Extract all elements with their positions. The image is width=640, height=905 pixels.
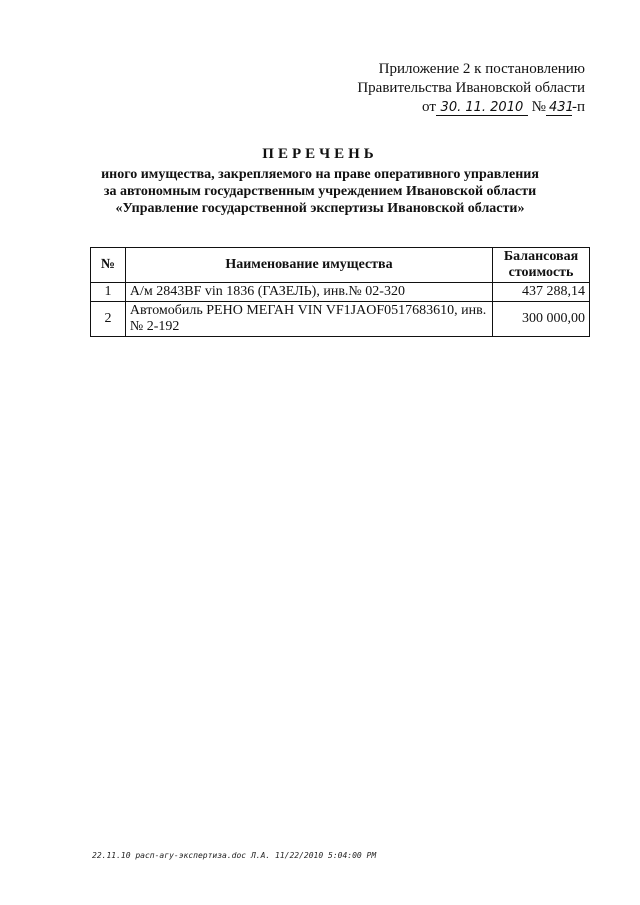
assets-table	[90, 247, 590, 337]
from-label: от	[422, 99, 436, 115]
title-line-2: за автономным государственным учреждением Ивановской области	[103, 184, 537, 199]
number-label: №	[531, 99, 546, 115]
handwritten-date: 30. 11. 2010	[436, 101, 528, 116]
file-footer: 22.11.10 расп-агу-экспертиза.doc Л.А. 11/22/2010 5:04:00 PM	[92, 851, 377, 860]
row-number: 1	[91, 283, 126, 302]
row-value: 437 288,14	[493, 283, 590, 302]
row-name: А/м 2843BF vin 1836 (ГАЗЕЛЬ), инв.№ 02-320	[125, 283, 492, 302]
row-number: 2	[91, 302, 126, 337]
row-name: Автомобиль РЕНО МЕГАН VIN VF1JAOF0517683610, инв.№ 2-192	[125, 302, 492, 337]
row-value: 300 000,00	[493, 302, 590, 337]
header-number: №	[91, 248, 126, 283]
title-main: ПЕРЕЧЕНЬ	[262, 146, 378, 162]
appendix-header	[325, 60, 585, 117]
appendix-line-1: Приложение 2 к постановлению	[378, 61, 585, 77]
appendix-line-3	[325, 98, 585, 117]
table-header-row	[91, 248, 590, 283]
table-row	[91, 302, 590, 337]
title-line-1: иного имущества, закрепляемого на праве оперативного управления	[101, 167, 539, 182]
header-name: Наименование имущества	[125, 248, 492, 283]
table-row	[91, 283, 590, 302]
appendix-line-2: Правительства Ивановской области	[357, 80, 585, 96]
header-value: Балансовая стоимость	[493, 248, 590, 283]
title-line-3: «Управление государственной экспертизы Ивановской области»	[115, 201, 525, 216]
document-title	[60, 146, 580, 217]
handwritten-number: 431	[546, 101, 572, 116]
number-suffix: -п	[571, 99, 585, 115]
